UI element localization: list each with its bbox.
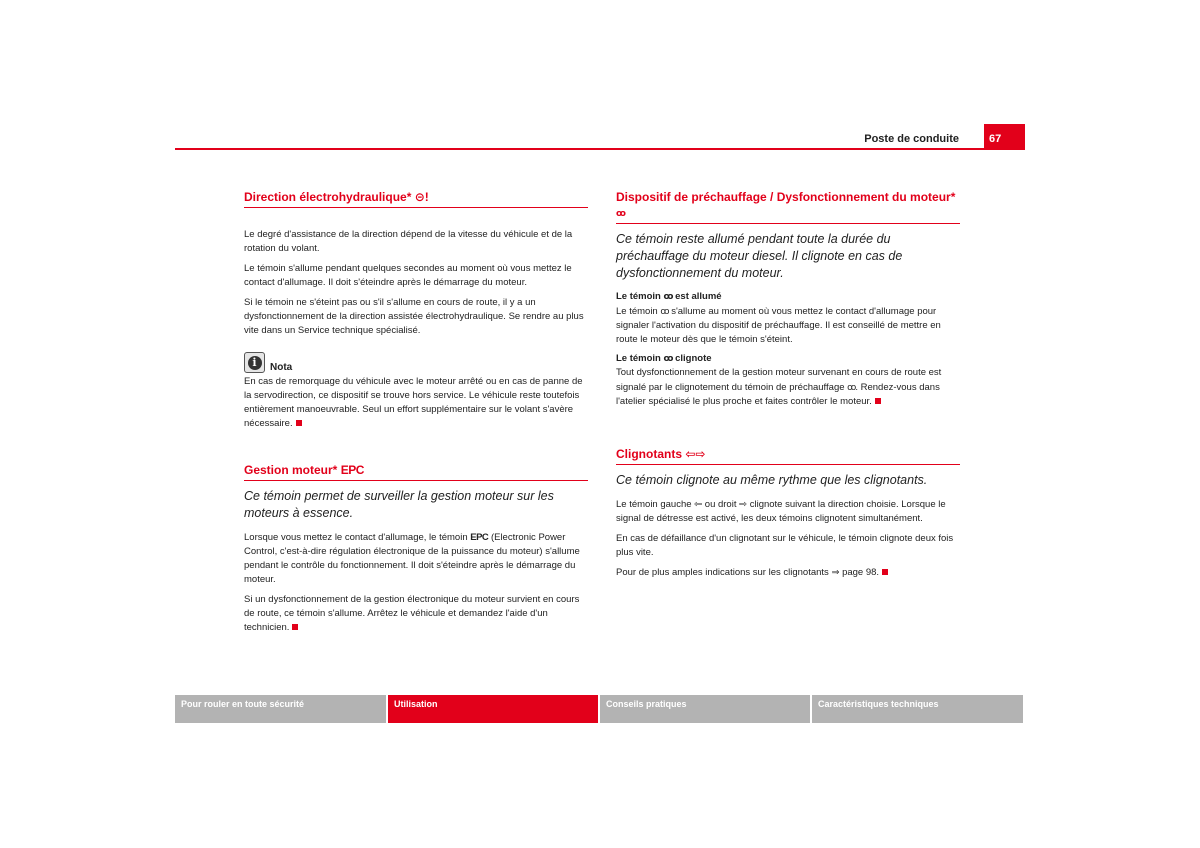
turn-signal-icon: ⇦⇨	[685, 447, 706, 461]
glow-plug-icon: ꝏ	[847, 382, 856, 392]
nota-header	[244, 352, 588, 373]
turn-left-icon: ⇦	[694, 499, 703, 510]
chapter-title: Poste de conduite	[864, 133, 959, 145]
nota-text: En cas de remorquage du véhicule avec le moteur arrêté ou en cas de panne de la servodirection, ce dispositif se trouve hors service. Le véhicule reste toutefois entièrement manoeuvrable. Seul un effort supplémentaire sur le volant s'avère nécessaire.	[244, 376, 583, 429]
section-direction	[244, 190, 588, 431]
section-title-text: Direction électrohydraulique*	[244, 190, 412, 204]
glow-plug-icon: ꝏ	[663, 291, 673, 301]
end-marker-icon	[296, 420, 302, 426]
section-prechauffage	[616, 190, 960, 409]
subheading: Le témoin ꝏ est allumé	[616, 291, 722, 302]
end-marker-icon	[875, 398, 881, 404]
paragraph: Si le témoin ne s'éteint pas ou s'il s'allume en cours de route, il y a un dysfonctionnement de la direction assistée électrohydraulique. Se rendre au plus vite dans un Service technique spécialisé.	[244, 297, 584, 336]
footer-nav	[175, 695, 1025, 723]
section-clignotants	[616, 447, 960, 580]
left-column	[244, 190, 588, 641]
paragraph: Le témoin gauche ⇦ ou droit ⇨ clignote suivant la direction choisie. Lorsque le signal de détresse est activé, les deux témoins clignotent simultanément.	[616, 499, 946, 524]
paragraph: Le témoin ꝏ s'allume au moment où vous mettez le contact d'allumage pour signaler l'activation du dispositif de préchauffage. Il est conseillé de mettre en route le moteur dès que le témoin s'éteint.	[616, 306, 941, 345]
tab-utilisation[interactable]: Utilisation	[388, 695, 598, 723]
glow-plug-icon: ꝏ	[616, 208, 625, 218]
end-marker-icon	[292, 624, 298, 630]
section-title-gestion	[244, 463, 588, 481]
nota-label: Nota	[270, 362, 293, 373]
tab-securite[interactable]: Pour rouler en toute sécurité	[175, 695, 386, 723]
end-marker-icon	[882, 569, 888, 575]
right-column	[616, 190, 960, 586]
section-gestion	[244, 463, 588, 635]
epc-icon: EPC	[470, 532, 489, 543]
epc-icon: EPC	[340, 463, 364, 477]
glow-plug-icon: ꝏ	[660, 306, 669, 316]
paragraph: Pour de plus amples indications sur les clignotants ⇒ page 98.	[616, 566, 960, 580]
page-number: 67	[984, 124, 1025, 150]
section-intro: Ce témoin reste allumé pendant toute la durée du préchauffage du moteur diesel. Il clignote en cas de dysfonctionnement du moteur.	[616, 232, 903, 280]
turn-right-icon: ⇨	[739, 499, 748, 510]
paragraph: Lorsque vous mettez le contact d'allumage, le témoin EPC (Electronic Power Control, c'est-à-dire régulation électronique de la puissance du moteur) s'allume pendant le contrôle du fonctionnement. Il doit s'éteindre après le démarrage du moteur.	[244, 532, 580, 585]
paragraph: Si un dysfonctionnement de la gestion électronique du moteur survient en cours de route, ce témoin s'allume. Arrêtez le véhicule et demandez l'aide d'un technicien.	[244, 594, 580, 633]
section-title-prechauffage	[616, 190, 960, 224]
paragraph: Le degré d'assistance de la direction dépend de la vitesse du véhicule et de la rotation du volant.	[244, 229, 573, 254]
tab-conseils[interactable]: Conseils pratiques	[600, 695, 810, 723]
tab-caracteristiques[interactable]: Caractéristiques techniques	[812, 695, 1023, 723]
paragraph: En cas de défaillance d'un clignotant sur le véhicule, le témoin clignote deux fois plus vite.	[616, 533, 954, 558]
arrow-right-icon: ⇒	[831, 567, 840, 578]
header-rule	[175, 148, 984, 150]
section-intro: Ce témoin clignote au même rythme que les clignotants.	[616, 473, 928, 487]
section-title-clignotants	[616, 447, 960, 465]
info-icon: i	[244, 352, 265, 373]
section-title-text: Clignotants	[616, 447, 682, 461]
paragraph: Tout dysfonctionnement de la gestion moteur survenant en cours de route est signalé par le clignotement du témoin de préchauffage ꝏ. Rendez-vous dans l'atelier spécialisé le plus proche et faites contrôler le moteur.	[616, 367, 942, 407]
section-title-text: Dispositif de préchauffage / Dysfonctionnement du moteur*	[616, 190, 956, 204]
steering-warning-icon: ⊝!	[414, 190, 429, 204]
subheading: Le témoin ꝏ clignote	[616, 353, 712, 364]
section-intro: Ce témoin permet de surveiller la gestion moteur sur les moteurs à essence.	[244, 489, 554, 520]
page-reference-link[interactable]: page 98.	[842, 567, 880, 578]
paragraph: Le témoin s'allume pendant quelques secondes au moment où vous mettez le contact d'allumage. Il doit s'éteindre après le démarrage du moteur.	[244, 263, 572, 288]
glow-plug-icon: ꝏ	[663, 353, 673, 363]
section-title-direction	[244, 190, 588, 208]
section-title-text: Gestion moteur*	[244, 463, 338, 477]
